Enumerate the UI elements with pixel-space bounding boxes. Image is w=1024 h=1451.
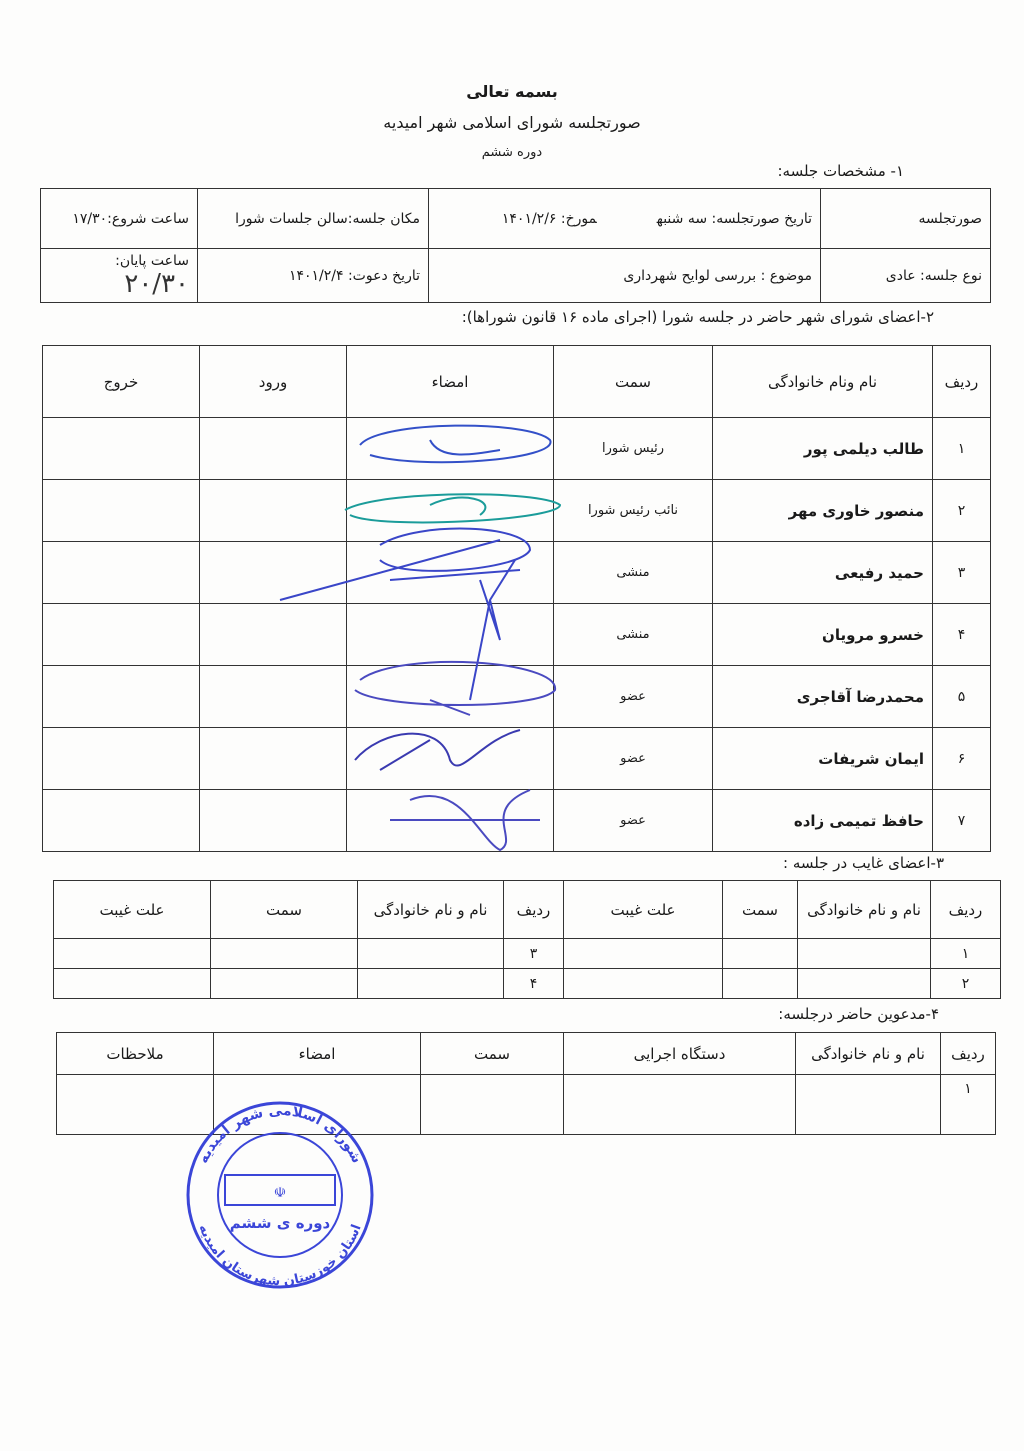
present-members-table (42, 345, 991, 852)
row-number: ۳ (504, 939, 564, 969)
empty-cell (723, 969, 798, 999)
exit-cell (43, 542, 200, 604)
exit-cell (43, 790, 200, 852)
exit-cell (43, 604, 200, 666)
section2-heading: ۲-اعضای شورای شهر حاضر در جلسه شورا (اجرای ماده ۱۶ قانون شوراها): (461, 308, 934, 326)
signature-cell (347, 790, 554, 852)
stamp-emblem-icon: ☫ (273, 1185, 287, 1201)
empty-cell (798, 939, 931, 969)
member-name: ایمان شریفات (713, 728, 933, 790)
member-row (43, 418, 991, 480)
member-row (43, 604, 991, 666)
minutes-date: تاریخ صورتجلسه: سه شنبه (656, 210, 812, 227)
invite-date: تاریخ دعوت: ۱۴۰۱/۲/۴ (198, 249, 429, 303)
start-time: ساعت شروع:۱۷/۳۰ (41, 189, 198, 249)
column-header: ردیف (941, 1033, 996, 1075)
column-header: خروج (43, 346, 200, 418)
entry-cell (200, 666, 347, 728)
row-number: ۲ (933, 480, 991, 542)
empty-cell (723, 939, 798, 969)
dated: مورخ: ۱۴۰۱/۲/۶ (501, 210, 597, 227)
period: دوره ششم (481, 145, 543, 160)
absent-row (54, 969, 1001, 999)
member-role: نائب رئیس شورا (554, 480, 713, 542)
signature-cell (347, 480, 554, 542)
absent-members-table (53, 880, 1001, 999)
row-number: ۴ (933, 604, 991, 666)
svg-text:استان خوزستان شهرستان امیدیه (195, 1222, 364, 1289)
member-row (43, 790, 991, 852)
location: مکان جلسه:سالن جلسات شورا (198, 189, 429, 249)
empty-cell (211, 969, 358, 999)
column-header: ردیف (504, 881, 564, 939)
subject: موضوع : بررسی لوایح شهرداری (429, 249, 821, 303)
member-role: رئیس شورا (554, 418, 713, 480)
signature-cell (347, 604, 554, 666)
empty-cell (214, 1075, 421, 1135)
column-header: علت غیبت (54, 881, 211, 939)
exit-cell (43, 480, 200, 542)
column-header: نام و نام خانوادگی (358, 881, 504, 939)
empty-cell (57, 1075, 214, 1135)
document-title: صورتجلسه شورای اسلامی شهر امیدیه (383, 113, 641, 132)
row-number: ۴ (504, 969, 564, 999)
invitee-row (57, 1075, 996, 1135)
entry-cell (200, 604, 347, 666)
table-header-row (54, 881, 1001, 939)
table-header-row (43, 346, 991, 418)
member-name: محمدرضا آقاجری (713, 666, 933, 728)
entry-cell (200, 542, 347, 604)
member-row (43, 480, 991, 542)
member-role: منشی (554, 542, 713, 604)
end-time-label: ساعت پایان: (115, 252, 189, 269)
column-header: دستگاه اجرایی (564, 1033, 796, 1075)
entry-cell (200, 480, 347, 542)
empty-cell (54, 939, 211, 969)
column-header: ملاحظات (57, 1033, 214, 1075)
empty-cell (564, 939, 723, 969)
member-role: عضو (554, 666, 713, 728)
end-time-handwritten: ۲۰/۳۰ (124, 268, 189, 299)
empty-cell (211, 939, 358, 969)
empty-cell (798, 969, 931, 999)
member-row (43, 542, 991, 604)
minutes-label: صورتجلسه (821, 189, 991, 249)
empty-cell (54, 969, 211, 999)
member-name: منصور خاوری مهر (713, 480, 933, 542)
member-row (43, 728, 991, 790)
empty-cell (796, 1075, 941, 1135)
member-name: خسرو مرویان (713, 604, 933, 666)
entry-cell (200, 728, 347, 790)
column-header: علت غیبت (564, 881, 723, 939)
entry-cell (200, 418, 347, 480)
member-row (43, 666, 991, 728)
stamp-top-text: شورای اسلامی شهر امیدیه (195, 1102, 365, 1166)
column-header: سمت (723, 881, 798, 939)
bismillah: بسمه تعالی (466, 82, 558, 101)
empty-cell (564, 969, 723, 999)
meeting-type: نوع جلسه: عادی (821, 249, 991, 303)
empty-cell (421, 1075, 564, 1135)
invitees-table (56, 1032, 996, 1135)
meeting-details-table (40, 188, 991, 303)
stamp-center-text: دوره ی ششم (229, 1214, 331, 1232)
column-header: امضاء (214, 1033, 421, 1075)
signature-cell (347, 418, 554, 480)
member-name: حمید رفیعی (713, 542, 933, 604)
column-header: نام و نام خانوادگی (798, 881, 931, 939)
member-role: عضو (554, 790, 713, 852)
row-number: ۵ (933, 666, 991, 728)
member-name: طالب دیلمی پور (713, 418, 933, 480)
table-header-row (57, 1033, 996, 1075)
signature-cell (347, 666, 554, 728)
row-number: ۱ (933, 418, 991, 480)
column-header: سمت (421, 1033, 564, 1075)
empty-cell (358, 969, 504, 999)
exit-cell (43, 418, 200, 480)
row-number: ۳ (933, 542, 991, 604)
entry-cell (200, 790, 347, 852)
column-header: نام ونام خانوادگی (713, 346, 933, 418)
column-header: ردیف (933, 346, 991, 418)
absent-row (54, 939, 1001, 969)
signature-cell (347, 542, 554, 604)
member-role: منشی (554, 604, 713, 666)
stamp-bottom-text: استان خوزستان شهرستان امیدیه (195, 1222, 365, 1290)
signature-cell (347, 728, 554, 790)
row-number: ۶ (933, 728, 991, 790)
section4-heading: ۴-مدعوین حاضر درجلسه: (778, 1005, 939, 1023)
row-number: ۲ (931, 969, 1001, 999)
member-name: حافظ تمیمی زاده (713, 790, 933, 852)
column-header: ورود (200, 346, 347, 418)
row-number: ۱ (941, 1075, 996, 1135)
exit-cell (43, 666, 200, 728)
member-role: عضو (554, 728, 713, 790)
section1-heading: ۱- مشخصات جلسه: (777, 162, 904, 180)
column-header: سمت (554, 346, 713, 418)
column-header: ردیف (931, 881, 1001, 939)
column-header: سمت (211, 881, 358, 939)
exit-cell (43, 728, 200, 790)
section3-heading: ۳-اعضای غایب در جلسه : (783, 854, 944, 872)
column-header: نام و نام خانوادگی (796, 1033, 941, 1075)
empty-cell (358, 939, 504, 969)
row-number: ۷ (933, 790, 991, 852)
empty-cell (564, 1075, 796, 1135)
row-number: ۱ (931, 939, 1001, 969)
column-header: امضاء (347, 346, 554, 418)
